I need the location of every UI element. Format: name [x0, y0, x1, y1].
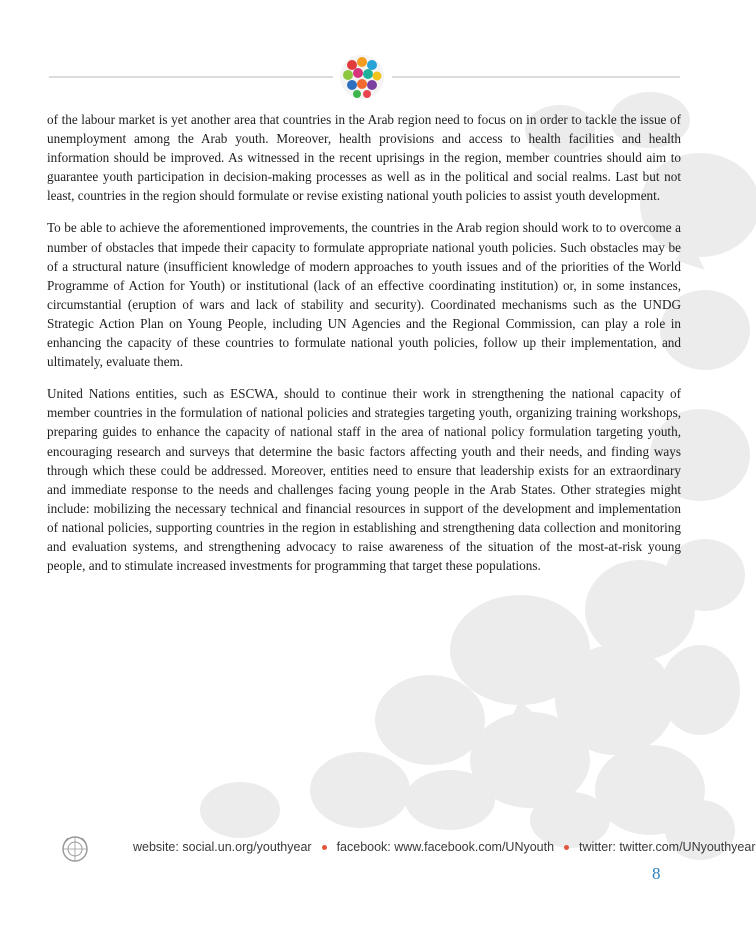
colorful-speech-bubble-globe-icon	[338, 53, 386, 101]
paragraph-1: of the labour market is yet another area that countries in the Arab region need to focus on in order to tackle the issue of unemployment among the Arab youth. Moreover, health provisions and access to health facilities and health information should be improved. As witnessed in the recent uprisings in the region, member countries should aim to guarantee youth participation in decision-making processes as well as in the political and social realms. Last but not least, countries in the region should formulate or revise existing national youth policies to assist youth development.	[47, 112, 681, 204]
footer-links	[133, 838, 756, 856]
paragraph-2: To be able to achieve the aforementioned improvements, the countries in the Arab region should work to to overcome a number of obstacles that impede their capacity to formulate appropriate national youth policies. Such obstacles may be of a structural nature (insufficient knowledge of modern approaches to youth issues and of the priorities of the World Programme of Action for Youth) or institutional (lack of an effective coordinating institution) or, in some instances, circumstantial (eruption of wars and lack of stability and security). Coordinated mechanisms such as the UNDG Strategic Action Plan on Young People, including UN Agencies and the Regional Commission, can play a role in enhancing the capacity of these countries to formulate national youth policies, follow up their implementation, and ultimately, evaluate them.	[47, 220, 681, 370]
page-number: 8	[652, 864, 661, 883]
un-emblem-icon	[60, 834, 90, 864]
footer-facebook-link[interactable]: facebook: www.facebook.com/UNyouth	[336, 840, 555, 854]
separator-dot	[564, 845, 569, 850]
footer-twitter-link[interactable]: twitter: twitter.com/UNyouthyear	[579, 840, 756, 854]
header-rule-left	[49, 76, 333, 78]
header-rule-right	[392, 76, 680, 78]
footer-website-link[interactable]: website: social.un.org/youthyear	[133, 840, 312, 854]
paragraph-3: United Nations entities, such as ESCWA, should to continue their work in strengthening the national capacity of member countries in the formulation of national policies and strategies targeting youth, organizing training workshops, preparing guides to enhance the capacity of national staff in the area of national policy formulation targeting youth, encouraging research and surveys that determine the basic factors affecting youth and their needs, and finding ways through which these could be addressed. Moreover, entities need to ensure that leadership exists for an extraordinary and immediate response to the needs and challenges facing young people in the Arab States. Other strategies might include: mobilizing the necessary technical and financial resources in support of the development and implementation of national policies, supporting countries in the region in establishing and strengthening data collection and monitoring and evaluation systems, and strengthening advocacy to raise awareness of the situation of the most-at-risk young people, and to stimulate increased investments for programming that target these populations.	[47, 386, 681, 574]
separator-dot	[322, 845, 327, 850]
body-text	[47, 110, 681, 588]
